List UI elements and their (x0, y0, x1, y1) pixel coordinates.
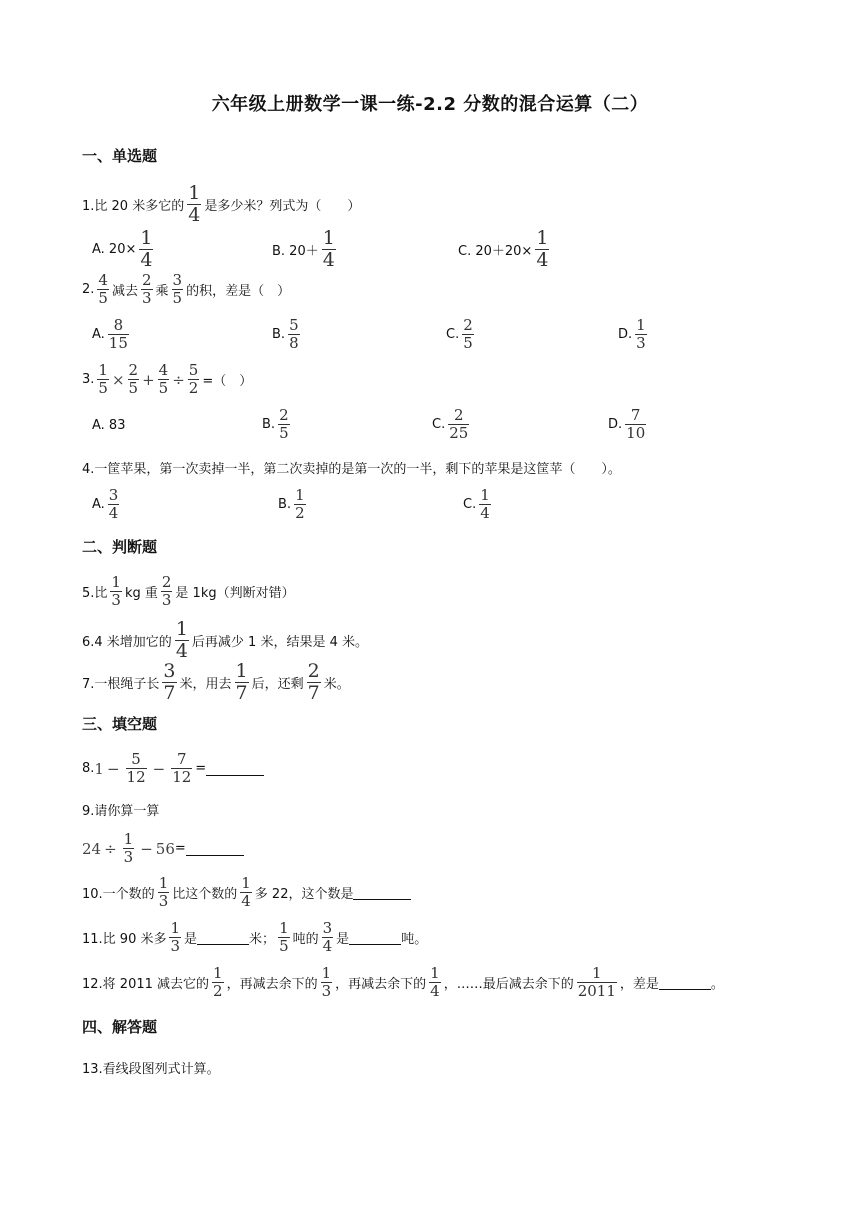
question-text: 是多少米？列式为（ ） (204, 199, 361, 214)
q3-option-a[interactable]: A. 83 (92, 418, 126, 433)
page-title: 六年级上册数学一课一练-2.2 分数的混合运算（二） (211, 94, 649, 115)
section-heading-fill-in: 三、填空题 (82, 715, 158, 733)
q2-option-c[interactable]: C. $\frac{2}{5}$ (446, 316, 473, 352)
question-10: 10.一个数的 $\frac{1}{3}$ 比这个数的 $\frac{1}{4}$ 多 22，这个数是 (82, 876, 411, 909)
section-heading-solve: 四、解答题 (82, 1018, 158, 1036)
question-2: 2. $\frac{4}{5}$ 减去 $\frac{2}{3}$ 乘 $\frac{3}{5}$ 的积，差是（ ） (82, 271, 291, 307)
q3-option-b[interactable]: B. $\frac{2}{5}$ (262, 406, 289, 442)
section-heading-single-choice: 一、单选题 (82, 147, 158, 165)
section-heading-true-false: 二、判断题 (82, 538, 158, 556)
q3-option-c[interactable]: C. $\frac{2}{25}$ (432, 406, 469, 442)
answer-blank[interactable] (206, 761, 264, 776)
question-text: 1.比 20 米多它的 (82, 199, 185, 214)
question-6: 6.4 米增加它的 $\frac{1}{4}$ 后再减少 1 米，结果是 4 米。 (82, 618, 368, 662)
question-7: 7.一根绳子长 $\frac{3}{7}$ 米，用去 $\frac{1}{7}$ 后，还剩 $\frac{2}{7}$ 米。 (82, 660, 350, 704)
answer-blank[interactable] (197, 930, 249, 945)
q1-option-a[interactable]: A. 20× $\frac{1}{4}$ (92, 227, 153, 271)
question-11: 11.比 90 米多 $\frac{1}{3}$ 是 米； $\frac{1}{5}$ 吨的 $\frac{3}{4}$ 是 吨。 (82, 919, 428, 955)
question-3: 3. $\frac{1}{5}$ × $\frac{2}{5}$ + $\frac{4}{5}$ ÷ $\frac{5}{2}$ =（ ） (82, 361, 253, 397)
q4-option-a[interactable]: A. $\frac{3}{4}$ (92, 486, 119, 522)
question-12: 12.将 2011 减去它的 $\frac{1}{2}$ ，再减去余下的 $\frac{1}{3}$ ，再减去余下的 $\frac{1}{4}$ ，……最后减去余下的 $\frac{1}{2011}$ ，差是 。 (82, 964, 724, 1000)
q1-option-c[interactable]: C. 20＋20× $\frac{1}{4}$ (458, 227, 549, 271)
answer-blank[interactable] (659, 975, 711, 990)
question-13: 13.看线段图列式计算。 (82, 1062, 220, 1077)
q4-option-b[interactable]: B. $\frac{1}{2}$ (278, 486, 305, 522)
question-9-expression: 24 ÷ $\frac{1}{3}$ − 56 = (82, 832, 244, 865)
fraction: $\frac{1}{4}$ (188, 182, 201, 226)
question-5: 5.比 $\frac{1}{3}$ kg 重 $\frac{2}{3}$ 是 1kg（判断对错） (82, 573, 295, 609)
question-4: 4.一筐苹果，第一次卖掉一半，第二次卖掉的是第一次的一半，剩下的苹果是这筐苹（ ）。 (82, 462, 621, 477)
question-8: 8. 1 − $\frac{5}{12}$ − $\frac{7}{12}$ = (82, 752, 264, 785)
q2-option-a[interactable]: A. $\frac{8}{15}$ (92, 316, 128, 352)
question-1 (82, 184, 360, 225)
q3-option-d[interactable]: D. $\frac{7}{10}$ (608, 406, 646, 442)
q4-option-c[interactable]: C. $\frac{1}{4}$ (463, 486, 490, 522)
answer-blank[interactable] (349, 930, 401, 945)
q2-option-d[interactable]: D. $\frac{1}{3}$ (618, 316, 646, 352)
q2-option-b[interactable]: B. $\frac{5}{8}$ (272, 316, 299, 352)
question-9: 9.请你算一算 (82, 804, 160, 819)
answer-blank[interactable] (353, 885, 411, 900)
q1-option-b[interactable]: B. 20＋ $\frac{1}{4}$ (272, 227, 335, 271)
answer-blank[interactable] (186, 841, 244, 856)
